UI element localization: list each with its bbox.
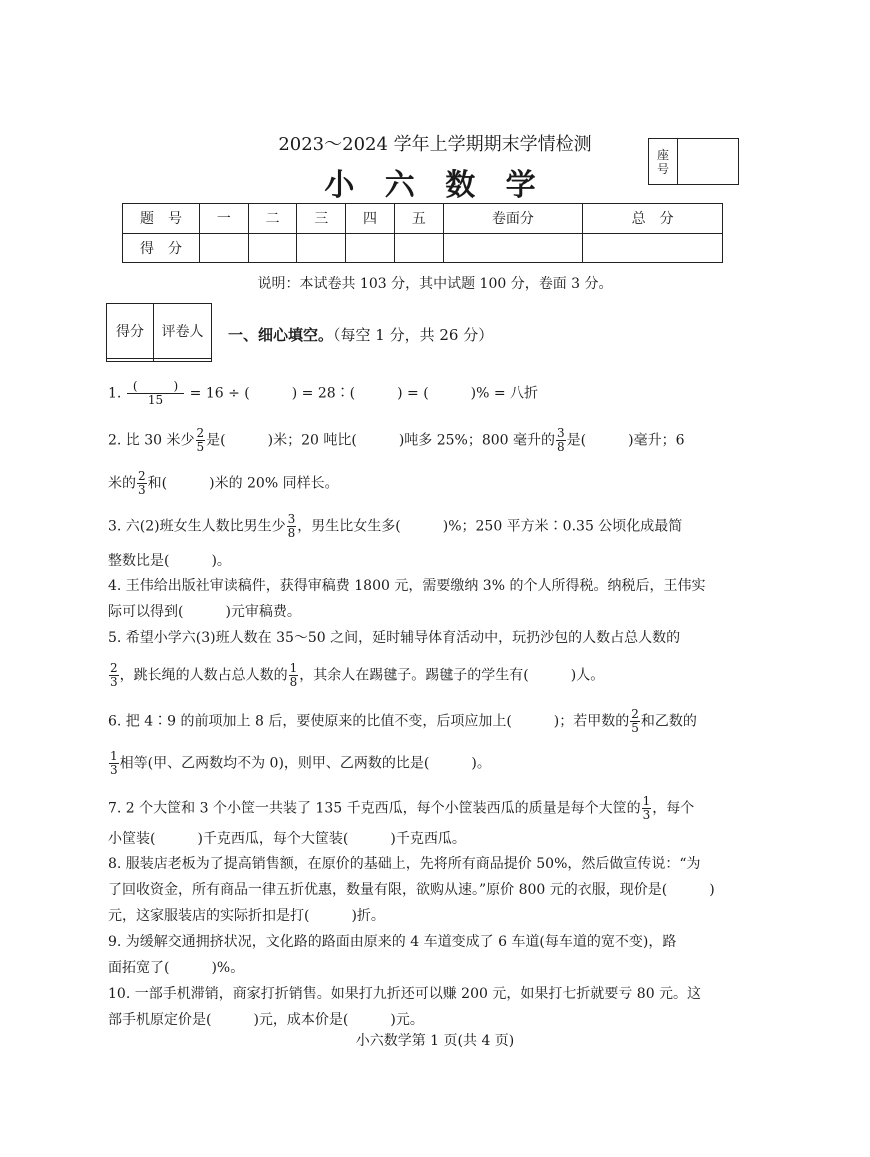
q5-text: ，跳长绳的人数占总人数的 bbox=[119, 667, 288, 684]
score-header-cell: 卷面分 bbox=[443, 204, 583, 234]
score-cell bbox=[297, 233, 346, 263]
exam-note: 说明：本试卷共 103 分，其中试题 100 分，卷面 3 分。 bbox=[257, 276, 613, 292]
score-cell bbox=[583, 233, 723, 263]
score-header-cell: 四 bbox=[346, 204, 395, 234]
q2-text: 是( )毫升；6 bbox=[566, 432, 685, 449]
q2-fraction-3 bbox=[137, 470, 147, 497]
score-cell bbox=[346, 233, 395, 263]
exam-title: 2023～2024 学年上学期期末学情检测 bbox=[278, 134, 592, 155]
fraction-denominator: 5 bbox=[631, 721, 639, 735]
q5-fraction-2 bbox=[289, 662, 299, 689]
grader-name-label: 评卷人 bbox=[154, 304, 212, 359]
section-1-heading bbox=[228, 324, 493, 345]
fraction-numerator: 2 bbox=[196, 426, 205, 440]
score-header-cell: 二 bbox=[248, 204, 297, 234]
question-10-line-2 bbox=[108, 1009, 740, 1031]
score-table-header-row bbox=[123, 204, 723, 234]
q3-fraction bbox=[287, 513, 297, 540]
q1-denominator: 15 bbox=[147, 393, 164, 407]
q8-text: 元，这家服装店的实际折扣是打( )折。 bbox=[108, 908, 385, 924]
seat-number-box bbox=[648, 138, 739, 185]
score-cell bbox=[248, 233, 297, 263]
q2-text: 是( )米；20 吨比( )吨多 25%；800 毫升的 bbox=[206, 432, 556, 449]
q2-text: 和( )米的 20% 同样长。 bbox=[147, 475, 339, 492]
fraction-numerator: 2 bbox=[110, 661, 118, 675]
seat-label-char-1: 座 bbox=[656, 147, 669, 162]
question-8-line-2 bbox=[108, 879, 740, 901]
question-7-line-2 bbox=[108, 828, 740, 850]
q8-text: 了回收资金，所有商品一律五折优惠，数量有限，欲购从速。”原价 800 元的衣服，现价是( ) bbox=[108, 882, 715, 898]
section-1-detail: （每空 1 分，共 26 分） bbox=[333, 326, 494, 344]
fraction-numerator: 3 bbox=[287, 512, 296, 526]
q4-text: 际可以得到( )元审稿费。 bbox=[108, 604, 301, 620]
fraction-denominator: 3 bbox=[110, 675, 118, 689]
q8-text: 8. 服装店老板为了提高销售额，在原价的基础上，先将所有商品提价 50%，然后做宣传说：“为 bbox=[108, 856, 701, 872]
score-cell bbox=[443, 233, 583, 263]
question-2-line-2 bbox=[108, 470, 740, 497]
q7-fraction bbox=[642, 795, 652, 822]
question-3 bbox=[108, 513, 740, 540]
question-9 bbox=[108, 931, 740, 953]
subject-title: 小 六 数 学 bbox=[324, 168, 546, 203]
grader-box bbox=[106, 303, 212, 362]
question-6 bbox=[108, 708, 740, 735]
fraction-denominator: 8 bbox=[287, 526, 296, 540]
fraction-numerator: 2 bbox=[631, 707, 639, 721]
q2-text: 2. 比 30 米少 bbox=[108, 432, 195, 449]
q2-fraction-1 bbox=[196, 427, 206, 454]
q9-text: 9. 为缓解交通拥挤状况，文化路的路面由原来的 4 车道变成了 6 车道(每车道的宽不变)，路 bbox=[108, 934, 677, 950]
question-10 bbox=[108, 983, 740, 1005]
fraction-denominator: 3 bbox=[110, 763, 118, 777]
fraction-denominator: 5 bbox=[196, 440, 205, 454]
fraction-denominator: 8 bbox=[557, 440, 565, 454]
score-cell bbox=[394, 233, 443, 263]
q2-fraction-2 bbox=[556, 427, 566, 454]
score-cell bbox=[200, 233, 249, 263]
question-9-line-2 bbox=[108, 957, 740, 979]
question-4-line-2 bbox=[108, 601, 740, 623]
fraction-denominator: 8 bbox=[289, 675, 298, 689]
q6-text: 和乙数的 bbox=[640, 713, 697, 730]
q6-fraction-2 bbox=[109, 750, 119, 777]
question-5 bbox=[108, 627, 740, 649]
q1-text: = 16 ÷ ( ) = 28∶( ) = ( )% = 八折 bbox=[189, 385, 539, 402]
question-4 bbox=[108, 575, 740, 597]
fraction-numerator: 3 bbox=[557, 426, 565, 440]
page-footer: 小六数学第 1 页(共 4 页) bbox=[355, 1033, 515, 1049]
q5-text: ，其余人在踢毽子。踢毽子的学生有( )人。 bbox=[299, 667, 605, 684]
q7-text: ，每个 bbox=[652, 800, 695, 817]
question-7 bbox=[108, 795, 740, 822]
seat-label bbox=[649, 139, 678, 184]
fraction-numerator: 1 bbox=[110, 749, 118, 763]
seat-label-char-2: 号 bbox=[656, 161, 669, 176]
q6-fraction-1 bbox=[630, 708, 640, 735]
score-table-score-row bbox=[123, 233, 723, 263]
question-5-line-2 bbox=[108, 662, 740, 689]
q9-text: 面拓宽了( )%。 bbox=[108, 960, 245, 976]
q1-numerator: ( ) bbox=[127, 380, 184, 394]
q10-text: 部手机原定价是( )元，成本价是( )元。 bbox=[108, 1012, 424, 1028]
q7-text: 7. 2 个大筐和 3 个小筐一共装了 135 千克西瓜，每个小筐装西瓜的质量是每个大筐的 bbox=[108, 800, 641, 817]
fraction-numerator: 1 bbox=[289, 661, 298, 675]
q10-text: 10. 一部手机滞销，商家打折销售。如果打九折还可以赚 200 元，如果打七折就要亏 80 元。这 bbox=[108, 986, 702, 1002]
seat-number-field bbox=[678, 139, 738, 184]
fraction-denominator: 3 bbox=[642, 808, 651, 822]
q3-text: 3. 六(2)班女生人数比男生少 bbox=[108, 518, 286, 535]
question-8 bbox=[108, 853, 740, 875]
q1-fraction bbox=[127, 380, 184, 407]
q3-text: 整数比是( )。 bbox=[108, 553, 231, 569]
grader-score-label: 得分 bbox=[107, 304, 154, 359]
q7-text: 小筐装( )千克西瓜，每个大筐装( )千克西瓜。 bbox=[108, 831, 466, 847]
question-3-line-2 bbox=[108, 550, 740, 572]
q6-text: 6. 把 4∶9 的前项加上 8 后，要使原来的比值不变，后项应加上( )；若甲数的 bbox=[108, 713, 630, 730]
q2-text: 米的 bbox=[108, 475, 136, 492]
score-header-cell: 题 号 bbox=[123, 204, 200, 234]
score-table bbox=[122, 203, 723, 263]
score-row-label: 得 分 bbox=[123, 233, 200, 263]
fraction-numerator: 2 bbox=[138, 469, 146, 483]
score-header-cell: 一 bbox=[200, 204, 249, 234]
question-1 bbox=[108, 380, 740, 407]
question-8-line-3 bbox=[108, 905, 740, 927]
q3-text: ，男生比女生多( )%；250 平方米∶0.35 公顷化成最简 bbox=[297, 518, 683, 535]
fraction-denominator: 3 bbox=[138, 483, 146, 497]
question-6-line-2 bbox=[108, 750, 740, 777]
grader-score-cell bbox=[107, 359, 154, 362]
grader-name-cell bbox=[154, 359, 212, 362]
section-1-title: 一、细心填空。 bbox=[228, 326, 334, 344]
score-header-cell: 三 bbox=[297, 204, 346, 234]
fraction-numerator: 1 bbox=[642, 794, 651, 808]
score-header-cell: 总 分 bbox=[583, 204, 723, 234]
q5-text: 5. 希望小学六(3)班人数在 35～50 之间，延时辅导体育活动中，玩扔沙包的人数占总人数的 bbox=[108, 630, 681, 646]
q4-text: 4. 王伟给出版社审读稿件，获得审稿费 1800 元，需要缴纳 3% 的个人所得税。纳税后，王伟实 bbox=[108, 578, 706, 594]
question-2 bbox=[108, 427, 740, 454]
q1-number: 1. bbox=[108, 385, 122, 402]
q5-fraction-1 bbox=[109, 662, 119, 689]
q6-text: 相等(甲、乙两数均不为 0)，则甲、乙两数的比是( )。 bbox=[119, 755, 491, 772]
score-header-cell: 五 bbox=[394, 204, 443, 234]
